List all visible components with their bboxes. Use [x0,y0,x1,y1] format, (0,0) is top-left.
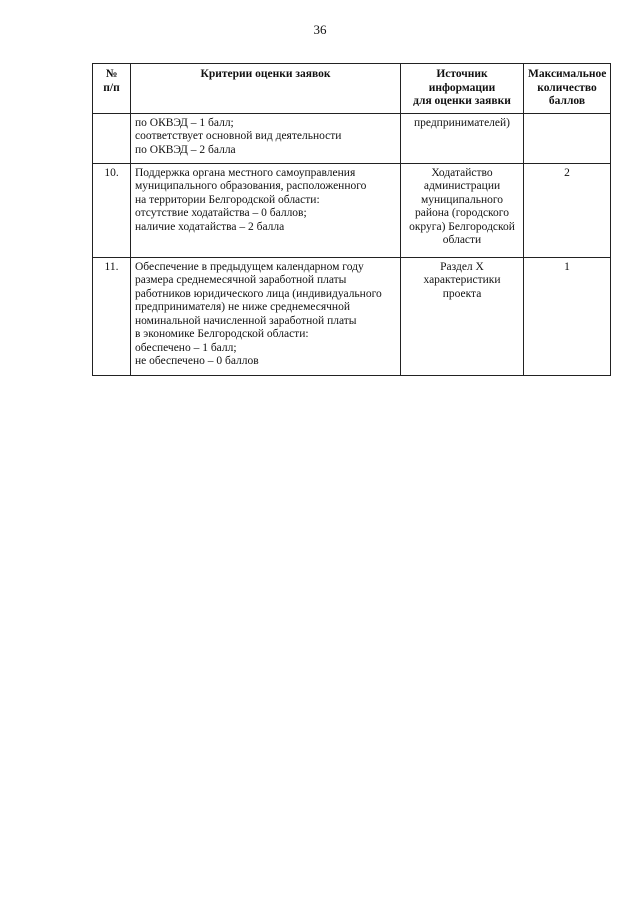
header-num: № п/п [93,64,131,114]
header-source: Источник информации для оценки заявки [401,64,524,114]
row-criteria: по ОКВЭД – 1 балл; соответствует основной вид деятельности по ОКВЭД – 2 балла [131,113,401,163]
row-source: Ходатайство администрации муниципального района (городского округа) Белгородской области [401,163,524,257]
table-header-row [93,64,611,114]
row-source: предпринимателей) [401,113,524,163]
row-number: 11. [93,257,131,375]
criteria-table [92,63,611,376]
header-max-score: Максимальное количество баллов [524,64,611,114]
table-row [93,257,611,375]
table-row [93,163,611,257]
row-max-score [524,113,611,163]
row-number [93,113,131,163]
row-max-score: 1 [524,257,611,375]
row-criteria: Поддержка органа местного самоуправления муниципального образования, расположенного на территории Белгородской области: отсутствие ходатайства – 0 баллов; наличие ходатайства – 2 балла [131,163,401,257]
table-row [93,113,611,163]
page-number: 36 [313,22,327,37]
row-number: 10. [93,163,131,257]
row-source: Раздел X характеристики проекта [401,257,524,375]
header-criteria: Критерии оценки заявок [131,64,401,114]
row-max-score: 2 [524,163,611,257]
row-criteria: Обеспечение в предыдущем календарном году размера среднемесячной заработной платы работников юридического лица (индивидуального предпринимателя) не ниже среднемесячной номинальной начисленной заработной платы в экономике Белгородской области: обеспечено – 1 балл; не обеспечено – 0 баллов [131,257,401,375]
